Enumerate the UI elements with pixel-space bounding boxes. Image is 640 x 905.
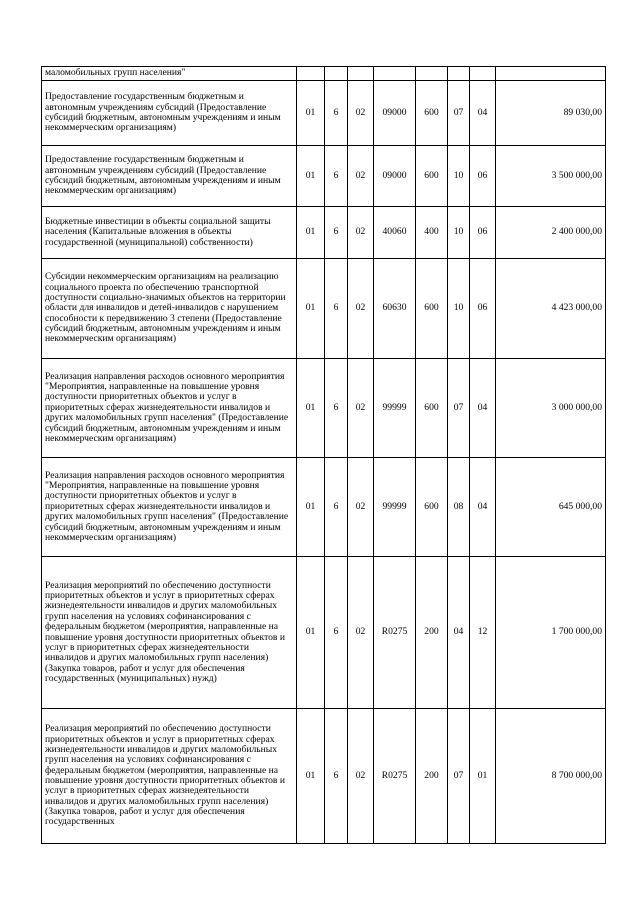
section-code: 08 bbox=[448, 458, 470, 557]
row-description: Предоставление государственным бюджетным и автономным учреждениям субсидий (Предоставление субсидий бюджетным, автономным учреждениям и иным некоммерческим организациям) bbox=[42, 146, 297, 207]
subprogram-code: 6 bbox=[325, 557, 348, 709]
amount: 89 030,00 bbox=[496, 81, 606, 146]
subsection-code: 12 bbox=[470, 557, 496, 709]
event-code: 02 bbox=[348, 207, 374, 259]
expense-type-code bbox=[416, 67, 448, 81]
program-code: 01 bbox=[297, 207, 325, 259]
program-code: 01 bbox=[297, 458, 325, 557]
expense-type-code: 600 bbox=[416, 81, 448, 146]
subprogram-code: 6 bbox=[325, 207, 348, 259]
direction-code: R0275 bbox=[374, 709, 416, 844]
program-code: 01 bbox=[297, 146, 325, 207]
subprogram-code: 6 bbox=[325, 359, 348, 458]
event-code: 02 bbox=[348, 557, 374, 709]
amount: 3 500 000,00 bbox=[496, 146, 606, 207]
event-code: 02 bbox=[348, 146, 374, 207]
expense-type-code: 400 bbox=[416, 207, 448, 259]
subsection-code: 06 bbox=[470, 146, 496, 207]
subsection-code: 06 bbox=[470, 259, 496, 359]
direction-code: 09000 bbox=[374, 81, 416, 146]
direction-code: R0275 bbox=[374, 557, 416, 709]
subprogram-code: 6 bbox=[325, 146, 348, 207]
program-code: 01 bbox=[297, 359, 325, 458]
subprogram-code: 6 bbox=[325, 458, 348, 557]
table-body bbox=[42, 67, 606, 844]
event-code: 02 bbox=[348, 81, 374, 146]
section-code: 10 bbox=[448, 207, 470, 259]
section-code: 07 bbox=[448, 709, 470, 844]
row-description: Субсидии некоммерческим организациям на реализацию социального проекта по обеспечению транспортной доступности социально-значимых объектов на территории области для инвалидов и детей-инвалидов с нарушением способности к передвижению 3 степени (Предоставление субсидий бюджетным, автономным учреждениям и иным некоммерческим организациям) bbox=[42, 259, 297, 359]
amount: 645 000,00 bbox=[496, 458, 606, 557]
expense-type-code: 600 bbox=[416, 359, 448, 458]
direction-code: 99999 bbox=[374, 359, 416, 458]
section-code bbox=[448, 67, 470, 81]
direction-code: 40060 bbox=[374, 207, 416, 259]
amount bbox=[496, 67, 606, 81]
amount: 2 400 000,00 bbox=[496, 207, 606, 259]
subprogram-code: 6 bbox=[325, 81, 348, 146]
subsection-code: 04 bbox=[470, 81, 496, 146]
section-code: 07 bbox=[448, 359, 470, 458]
direction-code: 60630 bbox=[374, 259, 416, 359]
event-code: 02 bbox=[348, 359, 374, 458]
amount: 1 700 000,00 bbox=[496, 557, 606, 709]
expense-type-code: 200 bbox=[416, 557, 448, 709]
program-code: 01 bbox=[297, 81, 325, 146]
section-code: 10 bbox=[448, 259, 470, 359]
row-description: Реализация направления расходов основного мероприятия "Мероприятия, направленные на повышение уровня доступности приоритетных объектов и услуг в приоритетных сферах жизнедеятельности инвалидов и других маломобильных групп населения" (Предоставление субсидий бюджетным, автономным учреждениям и иным некоммерческим организациям) bbox=[42, 359, 297, 458]
expense-type-code: 600 bbox=[416, 259, 448, 359]
row-description: Реализация направления расходов основного мероприятия "Мероприятия, направленные на повышение уровня доступности приоритетных объектов и услуг в приоритетных сферах жизнедеятельности инвалидов и других маломобильных групп населения" (Предоставление субсидий бюджетным, автономным учреждениям и иным некоммерческим организациям) bbox=[42, 458, 297, 557]
event-code: 02 bbox=[348, 709, 374, 844]
subsection-code bbox=[470, 67, 496, 81]
expense-type-code: 600 bbox=[416, 458, 448, 557]
event-code bbox=[348, 67, 374, 81]
subsection-code: 04 bbox=[470, 458, 496, 557]
program-code bbox=[297, 67, 325, 81]
section-code: 07 bbox=[448, 81, 470, 146]
amount: 3 000 000,00 bbox=[496, 359, 606, 458]
direction-code bbox=[374, 67, 416, 81]
direction-code: 99999 bbox=[374, 458, 416, 557]
row-description: Бюджетные инвестиции в объекты социальной защиты населения (Капитальные вложения в объекты государственной (муниципальной) собственности) bbox=[42, 207, 297, 259]
subprogram-code bbox=[325, 67, 348, 81]
row-description: Реализация мероприятий по обеспечению доступности приоритетных объектов и услуг в приоритетных сферах жизнедеятельности инвалидов и других маломобильных групп населения на условиях софинансирования с федеральным бюджетом (мероприятия, направленные на повышение уровня доступности приоритетных объектов и услуг в приоритетных сферах жизнедеятельности инвалидов и других маломобильных групп населения) (Закупка товаров, работ и услуг для обеспечения государственных bbox=[42, 709, 297, 844]
subsection-code: 01 bbox=[470, 709, 496, 844]
section-code: 04 bbox=[448, 557, 470, 709]
subsection-code: 06 bbox=[470, 207, 496, 259]
program-code: 01 bbox=[297, 557, 325, 709]
expense-type-code: 200 bbox=[416, 709, 448, 844]
row-description: Реализация мероприятий по обеспечению доступности приоритетных объектов и услуг в приоритетных сферах жизнедеятельности инвалидов и других маломобильных групп населения на условиях софинансирования с федеральным бюджетом (мероприятия, направленные на повышение уровня доступности приоритетных объектов и услуг в приоритетных сферах жизнедеятельности инвалидов и других маломобильных групп населения) (Закупка товаров, работ и услуг для обеспечения государственных (муниципальных) нужд) bbox=[42, 557, 297, 709]
program-code: 01 bbox=[297, 259, 325, 359]
row-description: Предоставление государственным бюджетным и автономным учреждениям субсидий (Предоставление субсидий бюджетным, автономным учреждениям и иным некоммерческим организациям) bbox=[42, 81, 297, 146]
event-code: 02 bbox=[348, 259, 374, 359]
direction-code: 09000 bbox=[374, 146, 416, 207]
subprogram-code: 6 bbox=[325, 259, 348, 359]
subsection-code: 04 bbox=[470, 359, 496, 458]
budget-table bbox=[41, 66, 606, 844]
program-code: 01 bbox=[297, 709, 325, 844]
row-description: маломобильных групп населения" bbox=[42, 67, 297, 81]
section-code: 10 bbox=[448, 146, 470, 207]
amount: 8 700 000,00 bbox=[496, 709, 606, 844]
event-code: 02 bbox=[348, 458, 374, 557]
expense-type-code: 600 bbox=[416, 146, 448, 207]
subprogram-code: 6 bbox=[325, 709, 348, 844]
amount: 4 423 000,00 bbox=[496, 259, 606, 359]
